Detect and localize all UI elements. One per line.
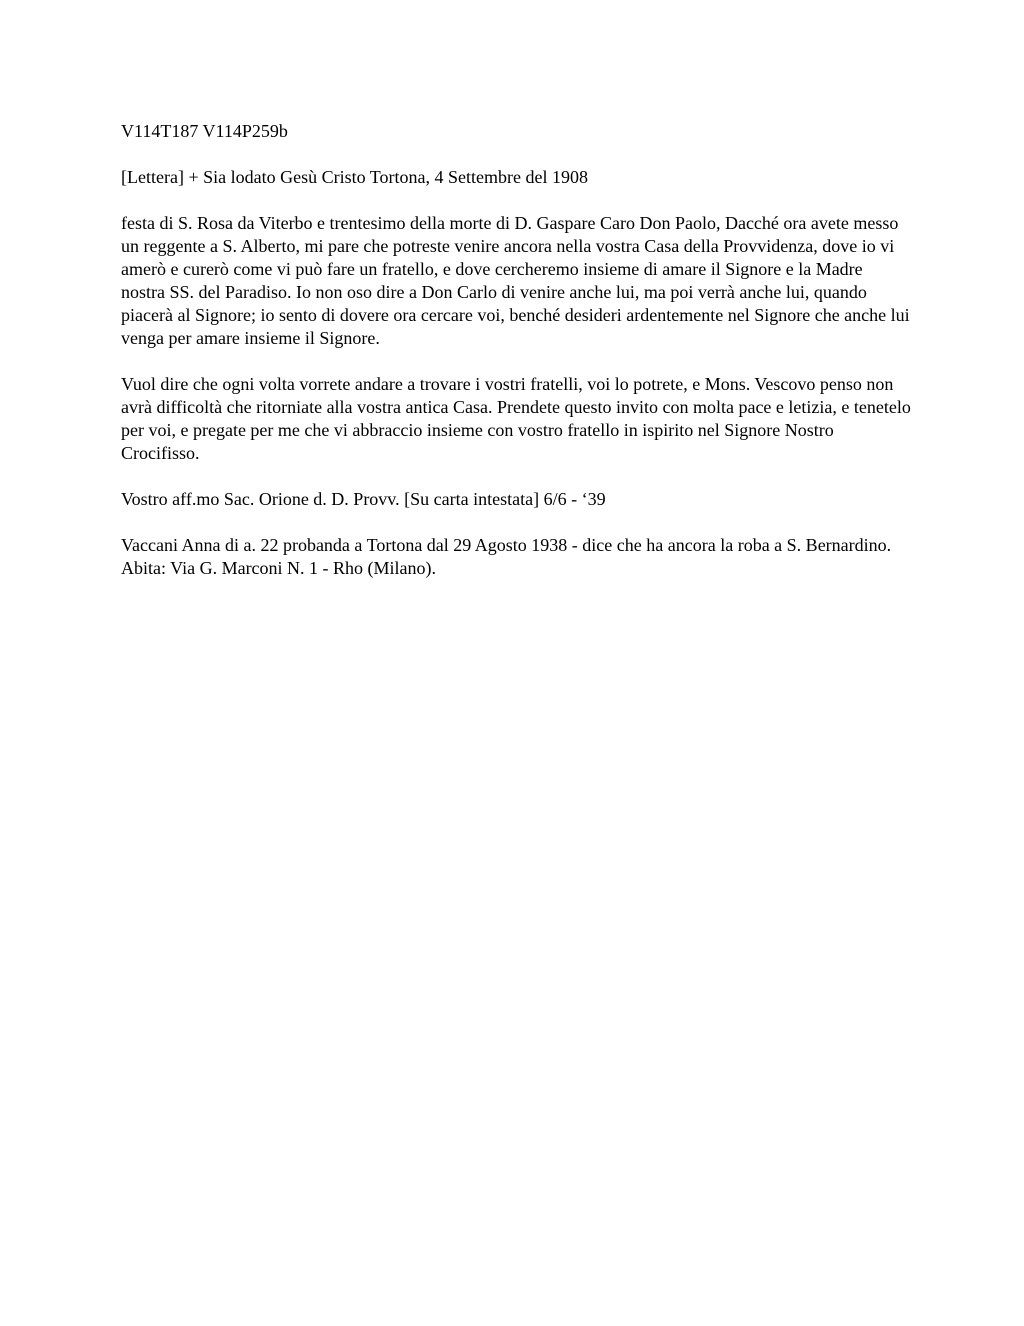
letter-body-paragraph-2: Vuol dire che ogni volta vorrete andare a trovare i vostri fratelli, voi lo potrete, e Mons. Vescovo penso non avrà difficoltà che ritorniate alla vostra antica Casa. Prendete questo invito con molta pace e letizia, e tenetelo per voi, e pregate per me che vi abbraccio insieme con vostro fratello in ispirito nel Signore Nostro Crocifisso.: [121, 374, 911, 463]
document-page: [121, 120, 911, 603]
reference-code: V114T187 V114P259b: [121, 121, 288, 141]
note-paragraph: Vaccani Anna di a. 22 probanda a Tortona dal 29 Agosto 1938 - dice che ha ancora la roba a S. Bernardino. Abita: Via G. Marconi N. 1 - Rho (Milano).: [121, 535, 892, 578]
letter-signature: Vostro aff.mo Sac. Orione d. D. Provv. [Su carta intestata] 6/6 - ‘39: [121, 489, 606, 509]
letter-body-paragraph-1: festa di S. Rosa da Viterbo e trentesimo della morte di D. Gaspare Caro Don Paolo, Dacché ora avete messo un reggente a S. Alberto, mi pare che potreste venire ancora nella vostra Casa della Provvidenza, dove io vi amerò e curerò come vi può fare un fratello, e dove cercheremo insieme di amare il Signore e la Madre nostra SS. del Paradiso. Io non oso dire a Don Carlo di venire anche lui, ma poi verrà anche lui, quando piacerà al Signore; io sento di dovere ora cercare voi, benché desideri ardentemente nel Signore che anche lui venga per amare insieme il Signore.: [121, 213, 910, 348]
letter-heading: [Lettera] + Sia lodato Gesù Cristo Tortona, 4 Settembre del 1908: [121, 167, 588, 187]
